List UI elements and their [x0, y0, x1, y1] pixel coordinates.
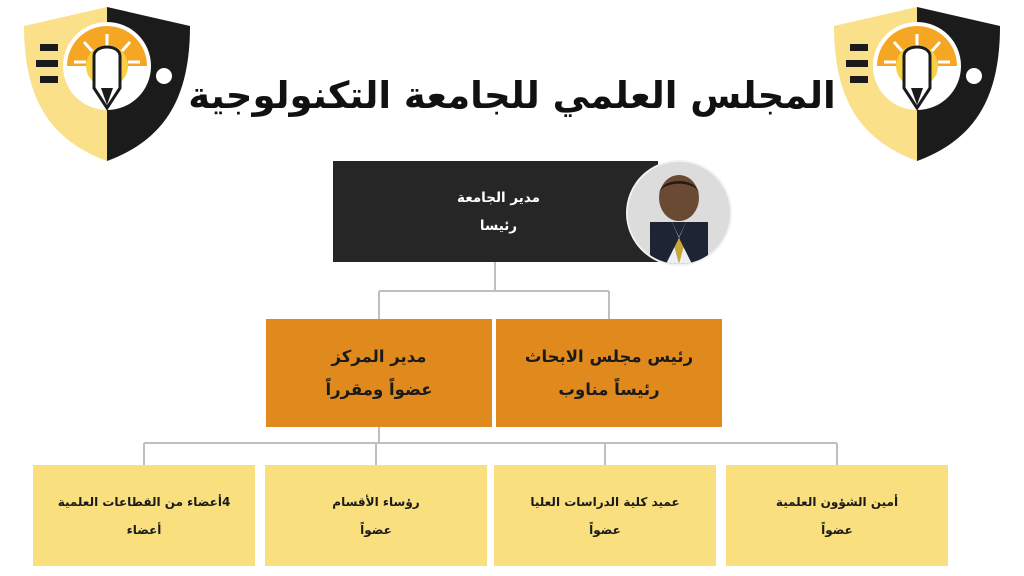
org-node-title-line2: عضواً — [360, 522, 392, 537]
org-node-title-line2: عضواً ومقرراً — [325, 380, 433, 399]
org-node-title-line2: أعضاء — [126, 522, 162, 537]
org-node-title-line2: عضواً — [821, 522, 853, 537]
org-node-department-heads[interactable] — [265, 465, 487, 566]
org-node-dean-higher-studies[interactable] — [494, 465, 716, 566]
org-node-title-line1: رؤساء الأقسام — [332, 494, 420, 509]
org-node-title-line2: رئيسا — [479, 217, 518, 234]
org-node-research-council-head[interactable] — [496, 319, 722, 427]
org-node-title-line1: رئيس مجلس الابحاث — [524, 347, 694, 366]
org-node-title-line1: عميد كلية الدراسات العليا — [530, 494, 680, 509]
org-node-university-director[interactable] — [333, 161, 658, 262]
org-node-title-line1: 4أعضاء من القطاعات العلمية — [57, 494, 231, 509]
org-node-title-line2: عضواً — [589, 522, 621, 537]
org-node-title-line1: أمين الشؤون العلمية — [775, 494, 899, 509]
org-node-title-line1: مدير المركز — [331, 347, 427, 366]
org-node-scientific-sector-members[interactable] — [33, 465, 255, 566]
org-node-title-line2: رئيساً مناوب — [558, 380, 660, 399]
page-title: المجلس العلمي للجامعة التكنولوجية — [188, 74, 836, 117]
org-node-center-director[interactable] — [266, 319, 492, 427]
org-node-title-line1: مدير الجامعة — [457, 189, 540, 206]
org-node-scientific-affairs-secretary[interactable] — [726, 465, 948, 566]
avatar — [626, 160, 732, 266]
